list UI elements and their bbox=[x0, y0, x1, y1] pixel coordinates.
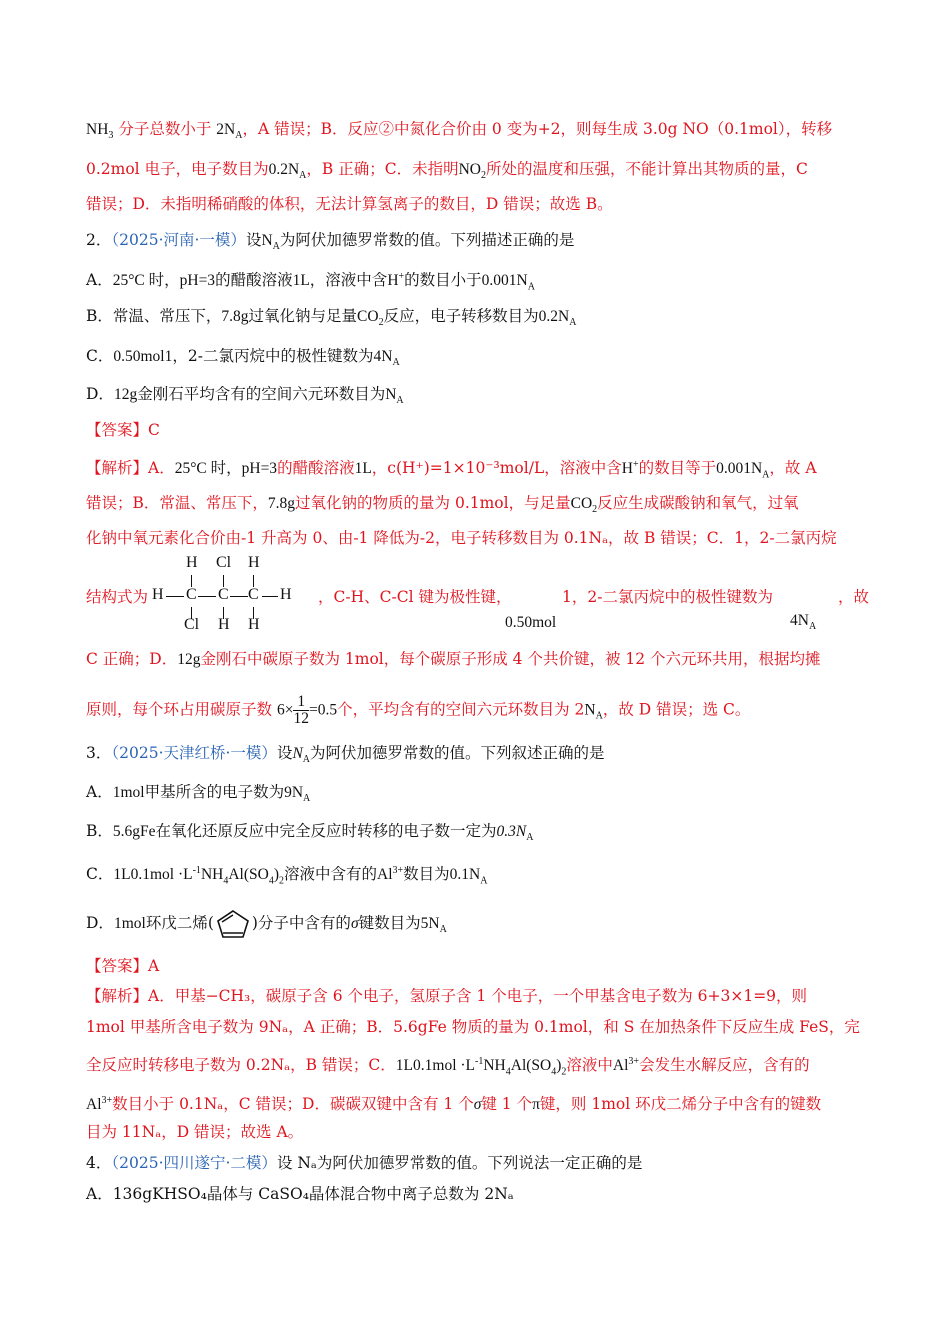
explanation-2-4na: $4N_A$ bbox=[790, 612, 817, 633]
explanation-3-line-1: 【解析】A．甲基−CH₃，碳原子含 6 个电子，氢原子含 1 个电子，一个甲基含电子数为 6+3×1=9，则 bbox=[86, 987, 808, 1005]
question-2-option-b: B．常温、常压下，7.8g过氧化钠与足量$CO_2$反应，电子转移数目为$0.2N_A$ bbox=[86, 307, 577, 329]
question-2-stem: 2．（2025·河南·一模）设$N_A$为阿伏加德罗常数的值。下列描述正确的是 bbox=[86, 231, 575, 253]
explanation-2-line-4c: 1，2-二氯丙烷中的极性键数为 bbox=[562, 588, 773, 606]
explanation-3-line-3: 全反应时转移电子数为 0.2Nₐ，B 错误；C．$1L0.1mol \cdot L^{-1}NH_4Al(SO_4)_2$溶液中$Al^{3+}$会发生水解反应，含有的 bbox=[86, 1056, 810, 1078]
question-2-option-d: D．12g金刚石平均含有的空间六元环数目为$N_A$ bbox=[86, 385, 404, 407]
explanation-line-3: 错误；D．未指明稀硝酸的体积，无法计算氢离子的数目，D 错误；故选 B。 bbox=[86, 195, 613, 213]
explanation-line-2: 0.2mol 电子，电子数目为$0.2N_A$，B 正确；C．未指明$NO_2$所处的温度和压强，不能计算出其物质的量，C bbox=[86, 160, 808, 182]
explanation-2-line-6: 原则，每个环占用碳原子数 6× $\frac{1}{12}$ =0.5个，平均含有的空间六元环数目为 $2N_A$，故 D 错误；选 C。 bbox=[86, 693, 751, 727]
explanation-2-line-2: 错误；B．常温、常压下，7.8g过氧化钠的物质的量为 0.1mol，与足量$CO_2$反应生成碳酸钠和氧气，过氧 bbox=[86, 494, 799, 516]
question-4-option-a: A．136gKHSO₄晶体与 CaSO₄晶体混合物中离子总数为 2Nₐ bbox=[86, 1185, 514, 1203]
explanation-2-line-4b: ，C-H、C-Cl 键为极性键， bbox=[318, 588, 512, 606]
answer-2: 【答案】C bbox=[86, 421, 160, 439]
explanation-2-line-3: 化钠中氧元素化合价由-1 升高为 0、由-1 降低为-2，电子转移数目为 0.1Nₐ，故 B 错误；C．1，2-二氯丙烷 bbox=[86, 529, 837, 547]
question-3-stem: 3．（2025·天津红桥·一模）设$N_A$为阿伏加德罗常数的值。下列叙述正确的是 bbox=[86, 744, 605, 766]
question-4-stem: 4．（2025·四川遂宁·二模）设 Nₐ为阿伏加德罗常数的值。下列说法一定正确的是 bbox=[86, 1154, 643, 1172]
question-3-option-b: B．5.6gFe在氧化还原反应中完全反应时转移的电子数一定为$0.3N_A$ bbox=[86, 822, 534, 844]
explanation-line-1: $NH_3$ 分子总数小于 $2N_A$，A 错误；B．反应②中氮化合价由 0 变为+2，则每生成 3.0g NO（0.1mol），转移 bbox=[86, 120, 833, 142]
question-3-option-c: C．$1L0.1mol \cdot L^{-1}NH_4Al(SO_4)_2$溶液中含有的$Al^{3+}$数目为$0.1N_A$ bbox=[86, 865, 488, 887]
explanation-3-line-5: 目为 11Nₐ，D 错误；故选 A。 bbox=[86, 1123, 304, 1141]
question-2-option-c: C．0.50mol1，2-二氯丙烷中的极性键数为$4N_A$ bbox=[86, 347, 400, 369]
explanation-3-line-2: 1mol 甲基所含电子数为 9Nₐ，A 正确；B．5.6gFe 物质的量为 0.1mol，和 S 在加热条件下反应生成 FeS，完 bbox=[86, 1018, 860, 1036]
dichloropropane-structure: H Cl H H C C C H Cl H H bbox=[152, 554, 292, 633]
question-3-option-a: A．1mol甲基所含的电子数为$9N_A$ bbox=[86, 783, 311, 805]
explanation-2-line-4: 结构式为 bbox=[86, 588, 149, 606]
fraction-one-twelfth: $\frac{1}{12}$ bbox=[293, 693, 309, 727]
explanation-2-line-5: C 正确；D．12g金刚石中碳原子数为 1mol，每个碳原子形成 4 个共价键，被 12 个六元环共用，根据均摊 bbox=[86, 650, 821, 668]
question-2-option-a: A．25°C 时，pH=3的醋酸溶液1L，溶液中含H+的数目小于$0.001N_A$ bbox=[86, 271, 535, 293]
explanation-3-line-4: $Al^{3+}$数目小于 0.1Nₐ，C 错误；D．碳碳双键中含有 1 个σ键 1 个π键，则 1mol 环戊二烯分子中含有的键数 bbox=[86, 1095, 822, 1114]
explanation-2-mol: 0.50mol bbox=[505, 614, 557, 631]
explanation-2-line-1: 【解析】A．25°C 时，pH=3的醋酸溶液1L，c(H⁺)=1×10⁻³mol/L，溶液中含H+的数目等于$0.001N_A$，故 A bbox=[86, 459, 817, 481]
explanation-2-line-4d: ，故 bbox=[838, 588, 870, 606]
question-3-option-d: D．1mol环戊二烯( )分子中含有的σ键数目为$5N_A$ bbox=[86, 908, 890, 941]
cyclopentadiene-icon bbox=[214, 908, 252, 940]
answer-3: 【答案】A bbox=[86, 957, 160, 975]
